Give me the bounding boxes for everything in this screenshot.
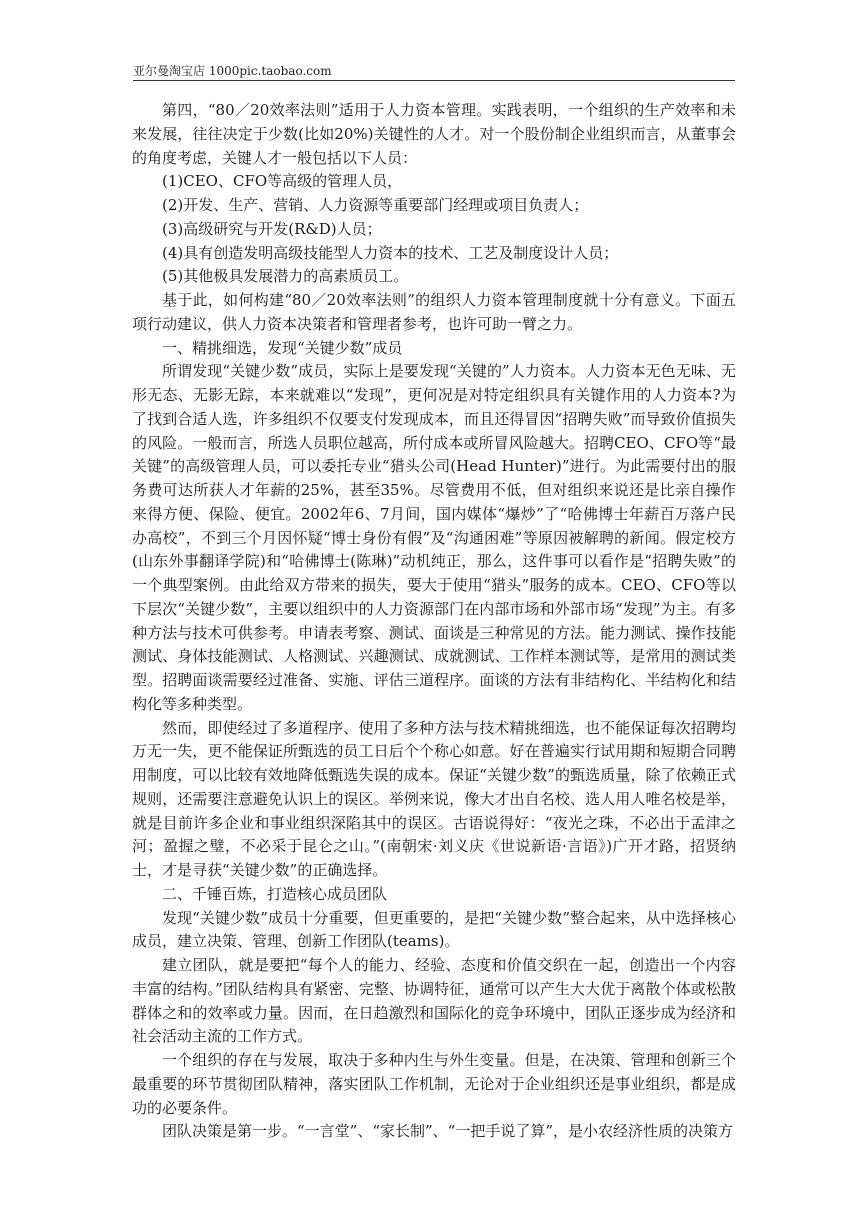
section-heading-2: 二、千锤百炼，打造核心成员团队 [162,884,388,903]
paragraph-intro: 第四，“80／20效率法则”适用于人力资本管理。实践表明，一个组织的生产效率和未来发展，往往决定于少数(比如20%)关键性的人才。对一个股份制企业组织而言，从董事会的角度考虑，关键人才一般包括以下人员： [132,101,736,167]
list-item-1: (1)CEO、CFO等高级的管理人员， [162,172,403,191]
list-item-4: (4)具有创造发明高级技能型人力资本的技术、工艺及制度设计人员； [162,243,619,262]
list-item-2: (2)开发、生产、营销、人力资源等重要部门经理或项目负责人； [162,196,589,214]
list-item-5: (5)其他极具发展潜力的高素质员工。 [162,267,409,286]
header-divider [133,80,735,81]
paragraph-team-decision: 团队决策是第一步。“一言堂”、“家长制”、“一把手说了算”，是小农经济性质的决策方 [162,1122,734,1141]
document-body [132,99,736,1144]
page-header: 亚尔曼淘宝店 1000pic.taobao.com [133,64,332,78]
paragraph-proposal: 基于此，如何构建“80／20效率法则”的组织人力资本管理制度就十分有意义。下面五项行动建议，供人力资本决策者和管理者参考，也许可助一臂之力。 [132,291,736,333]
paragraph-discovery: 所谓发现“关键少数”成员，实际上是要发现“关键的”人力资本。人力资本无色无味、无形无态、无影无踪，本来就难以“发现”，更何况是对特定组织具有关键作用的人力资本?为了找到合适人选，许多组织不仅要支付发现成本，而且还得冒因“招聘失败”而导致价值损失的风险。一般而言，所选人员职位越高，所付成本或所冒风险越大。招聘CEO、CFO等“最关键”的高级管理人员，可以委托专业“猎头公司(Head Hunter)”进行。为此需要付出的服务费可达所获人才年薪的25%，甚至35%。尽管费用不低，但对组织来说还是比亲自操作来得方便、保险、便宜。2002年6、7月间，国内媒体“爆炒”了“哈佛博士年薪百万落户民办高校”，不到三个月因怀疑“博士身份有假”及“沟通困难”等原因被解聘的新闻。假定校方(山东外事翻译学院)和“哈佛博士(陈琳)”动机纯正，那么，这件事可以看作是“招聘失败”的一个典型案例。由此给双方带来的损失，要大于使用“猎头”服务的成本。CEO、CFO等以下层次“关键少数”，主要以组织中的人力资源部门在内部市场和外部市场“发现”为主。有多种方法与技术可供参考。申请表考察、测试、面谈是三种常见的方法。能力测试、操作技能测试、身体技能测试、人格测试、兴趣测试、成就测试、工作样本测试等，是常用的测试类型。招聘面谈需要经过准备、实施、评估三道程序。面谈的方法有非结构化、半结构化和结构化等多种类型。 [132,362,736,713]
paragraph-organization: 一个组织的存在与发展，取决于多种内生与外生变量。但是，在决策、管理和创新三个最重要的环节贯彻团队精神，落实团队工作机制，无论对于企业组织还是事业组织，都是成功的必要条件。 [132,1051,736,1117]
list-item-3: (3)高级研究与开发(R&D)人员； [162,219,382,238]
paragraph-integration: 发现“关键少数”成员十分重要，但更重要的，是把“关键少数”整合起来，从中选择核心成员，建立决策、管理、创新工作团队(teams)。 [132,908,736,951]
section-heading-1: 一、精挑细选，发现“关键少数”成员 [162,338,403,357]
paragraph-team-building: 建立团队，就是要把“每个人的能力、经验、态度和价值交织在一起，创造出一个内容丰富的结构。”团队结构具有紧密、完整、协调特征，通常可以产生大大优于离散个体或松散群体之和的效率或力量。因而，在日趋激烈和国际化的竞争环境中，团队正逐步成为经济和社会活动主流的工作方式。 [132,956,736,1046]
paragraph-selection: 然而，即使经过了多道程序、使用了多种方法与技术精挑细选，也不能保证每次招聘均万无一失，更不能保证所甄选的员工日后个个称心如意。好在普遍实行试用期和短期合同聘用制度，可以比较有效地降低甄选失误的成本。保证“关键少数”的甄选质量，除了依赖正式规则，还需要注意避免认识上的误区。举例来说，像大才出自名校、选人用人唯名校是举，就是目前许多企业和事业组织深陷其中的误区。古语说得好：“夜光之珠，不必出于孟津之河；盈握之璧，不必采于昆仑之山。”(南朝宋·刘义庆《世说新语·言语》)广开才路，招贤纳士，才是寻获“关键少数”的正确选择。 [132,718,736,879]
